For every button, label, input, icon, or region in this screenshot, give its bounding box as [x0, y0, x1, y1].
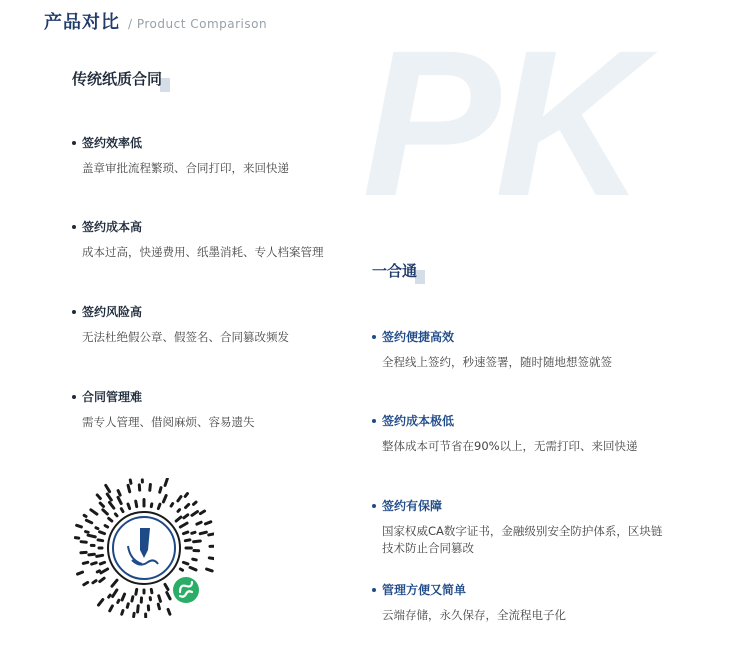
bullet-icon: [72, 225, 76, 229]
item-heading: 合同管理难: [82, 390, 143, 404]
list-item: [372, 412, 638, 455]
item-heading: 签约有保障: [382, 499, 443, 513]
item-description: 无法杜绝假公章、假签名、合同篡改频发: [82, 330, 289, 344]
list-item: [72, 303, 289, 346]
item-heading: 签约风险高: [82, 305, 143, 319]
bullet-icon: [372, 419, 376, 423]
item-description: 需专人管理、借阅麻烦、容易遗失: [82, 415, 255, 429]
bullet-icon: [72, 395, 76, 399]
list-item: [72, 218, 324, 261]
bullet-icon: [372, 335, 376, 339]
item-heading: 签约成本极低: [382, 414, 455, 428]
mini-program-code-icon: [74, 478, 214, 618]
item-description: 云端存储，永久保存，全流程电子化: [382, 608, 566, 622]
traditional-contract-column: [72, 68, 372, 429]
page-subtitle: / Product Comparison: [128, 17, 268, 31]
pk-watermark: PK: [362, 8, 639, 240]
page-title: 产品对比: [44, 12, 120, 33]
item-heading: 签约成本高: [82, 220, 143, 234]
list-item: [372, 328, 612, 371]
bullet-icon: [372, 588, 376, 592]
item-description: 全程线上签约，秒速签署，随时随地想签就签: [382, 355, 612, 369]
page-header: [44, 8, 267, 34]
list-item: [372, 581, 566, 624]
item-description: 国家权威CA数字证书，金融级别安全防护体系，区块链技术防止合同篡改: [382, 524, 663, 555]
item-heading: 管理方便又简单: [382, 583, 467, 597]
bullet-icon: [72, 310, 76, 314]
yihetong-column: [372, 260, 692, 622]
list-item: [372, 497, 664, 557]
item-description: 盖章审批流程繁琐、合同打印，来回快递: [82, 161, 289, 175]
item-heading: 签约便捷高效: [382, 330, 455, 344]
item-description: 成本过高，快递费用、纸墨消耗、专人档案管理: [82, 245, 324, 259]
bullet-icon: [372, 504, 376, 508]
list-item: [72, 134, 289, 177]
bullet-icon: [72, 141, 76, 145]
yihetong-title: 一合通: [372, 260, 421, 281]
traditional-contract-title: 传统纸质合同: [72, 68, 166, 89]
list-item: [72, 388, 255, 431]
item-heading: 签约效率低: [82, 136, 143, 150]
item-description: 整体成本可节省在90%以上，无需打印、来回快递: [382, 439, 638, 453]
